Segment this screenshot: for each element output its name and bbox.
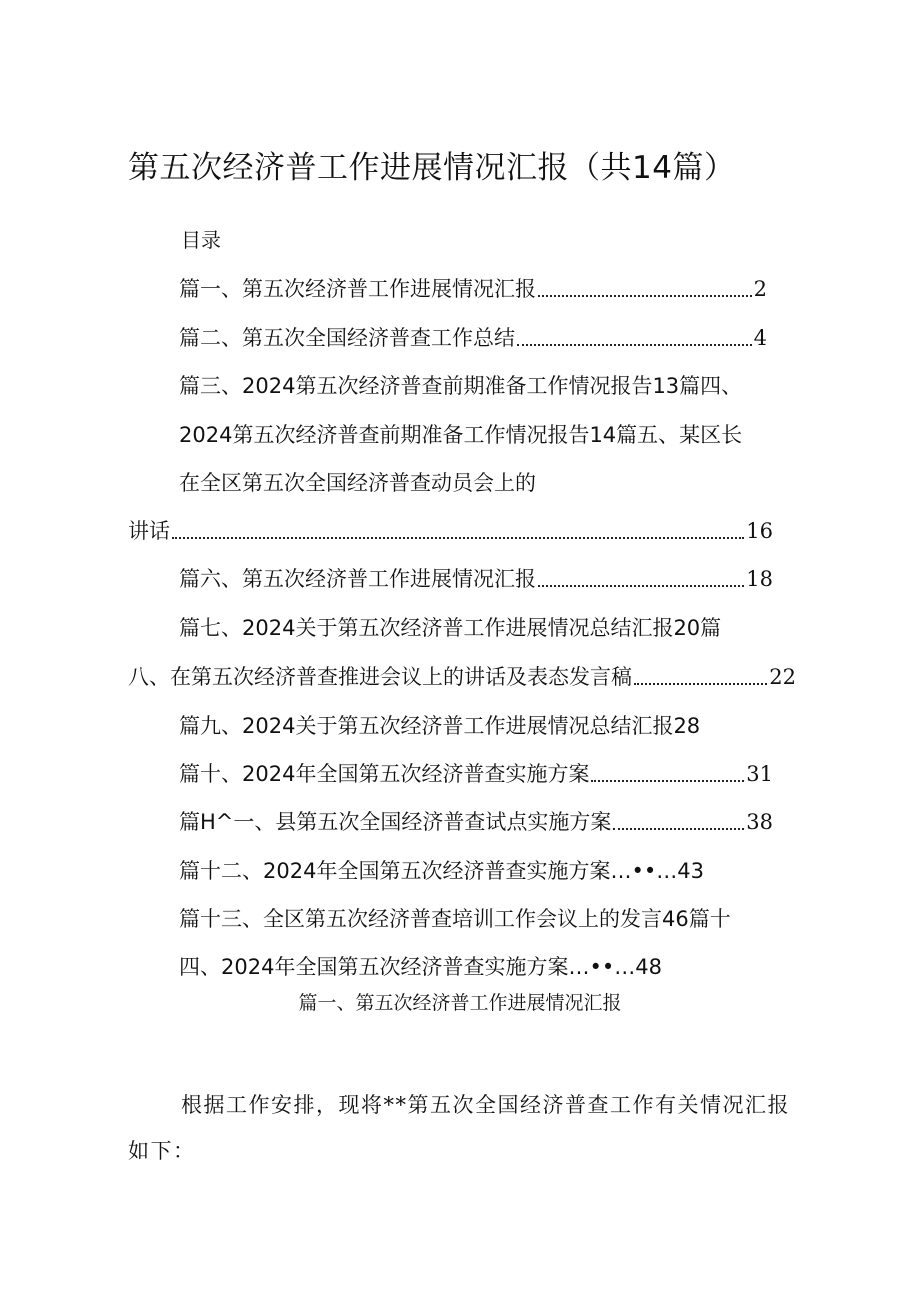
toc-entry[interactable]	[179, 903, 819, 935]
toc-entry[interactable]	[128, 515, 773, 547]
toc-entry[interactable]	[179, 951, 819, 983]
toc-entry-page: 2	[753, 277, 767, 301]
toc-entry-page: 16	[746, 519, 773, 543]
toc-leader-dots	[634, 683, 767, 685]
toc-entry-text: 四、2024年全国第五次经济普查实施方案…••…48	[179, 955, 662, 979]
toc-entry-text: 八、在第五次经济普查推进会议上的讲话及表态发言稿	[128, 665, 632, 689]
toc-entry-text: 篇十三、全区第五次经济普查培训工作会议上的发言46篇十	[179, 907, 731, 931]
document-title: 第五次经济普工作进展情况汇报（共14篇）	[128, 150, 736, 186]
toc-entry[interactable]	[179, 322, 767, 354]
toc-entry-text: 篇一、第五次经济普工作进展情况汇报	[179, 277, 536, 301]
toc-entry-text: 篇三、2024第五次经济普查前期准备工作情况报告13篇四、	[179, 374, 743, 398]
toc-entry[interactable]	[128, 661, 796, 693]
toc-entry-text: 讲话	[128, 519, 170, 543]
toc-entry[interactable]	[179, 710, 819, 742]
toc-entry-text: 篇九、2024关于第五次经济普工作进展情况总结汇报28	[179, 714, 701, 738]
toc-leader-dots	[613, 828, 744, 830]
toc-entry-page: 4	[753, 326, 767, 350]
body-paragraph-line: 如下：	[128, 1139, 196, 1163]
body-paragraph-line: 根据工作安排，现将**第五次全国经济普查工作有关情况汇报	[181, 1093, 790, 1117]
toc-leader-dots	[591, 780, 744, 782]
toc-entry[interactable]	[179, 467, 819, 499]
toc-heading: 目录	[181, 228, 221, 252]
toc-entry[interactable]	[179, 612, 819, 644]
toc-leader-dots	[517, 344, 752, 346]
toc-entry[interactable]	[179, 370, 819, 402]
toc-entry[interactable]	[179, 806, 773, 838]
toc-entry[interactable]	[179, 419, 819, 451]
toc-entry-text: 2024第五次经济普查前期准备工作情况报告14篇五、某区长	[179, 423, 743, 447]
toc-entry-text: 篇六、第五次经济普工作进展情况汇报	[179, 567, 536, 591]
toc-leader-dots	[538, 295, 752, 297]
toc-entry-text: 在全区第五次全国经济普查动员会上的	[179, 471, 536, 495]
toc-leader-dots	[172, 537, 744, 539]
toc-entry[interactable]	[179, 273, 767, 305]
toc-entry[interactable]	[179, 758, 773, 790]
toc-leader-dots	[538, 585, 744, 587]
toc-entry-text: 篇H^一、县第五次全国经济普查试点实施方案	[179, 810, 612, 834]
toc-entry-text: 篇十、2024年全国第五次经济普查实施方案	[179, 762, 590, 786]
toc-entry-page: 38	[746, 810, 773, 834]
toc-entry-text: 篇七、2024关于第五次经济普工作进展情况总结汇报20篇	[179, 616, 722, 640]
section-title: 篇一、第五次经济普工作进展情况汇报	[298, 992, 622, 1014]
toc-entry[interactable]	[179, 855, 819, 887]
toc-entry-text: 篇十二、2024年全国第五次经济普查实施方案…••…43	[179, 859, 704, 883]
toc-entry[interactable]	[179, 563, 773, 595]
toc-entry-text: 篇二、第五次全国经济普查工作总结	[179, 326, 515, 350]
toc-entry-page: 22	[769, 665, 796, 689]
toc-entry-page: 18	[746, 567, 773, 591]
toc-entry-page: 31	[746, 762, 773, 786]
